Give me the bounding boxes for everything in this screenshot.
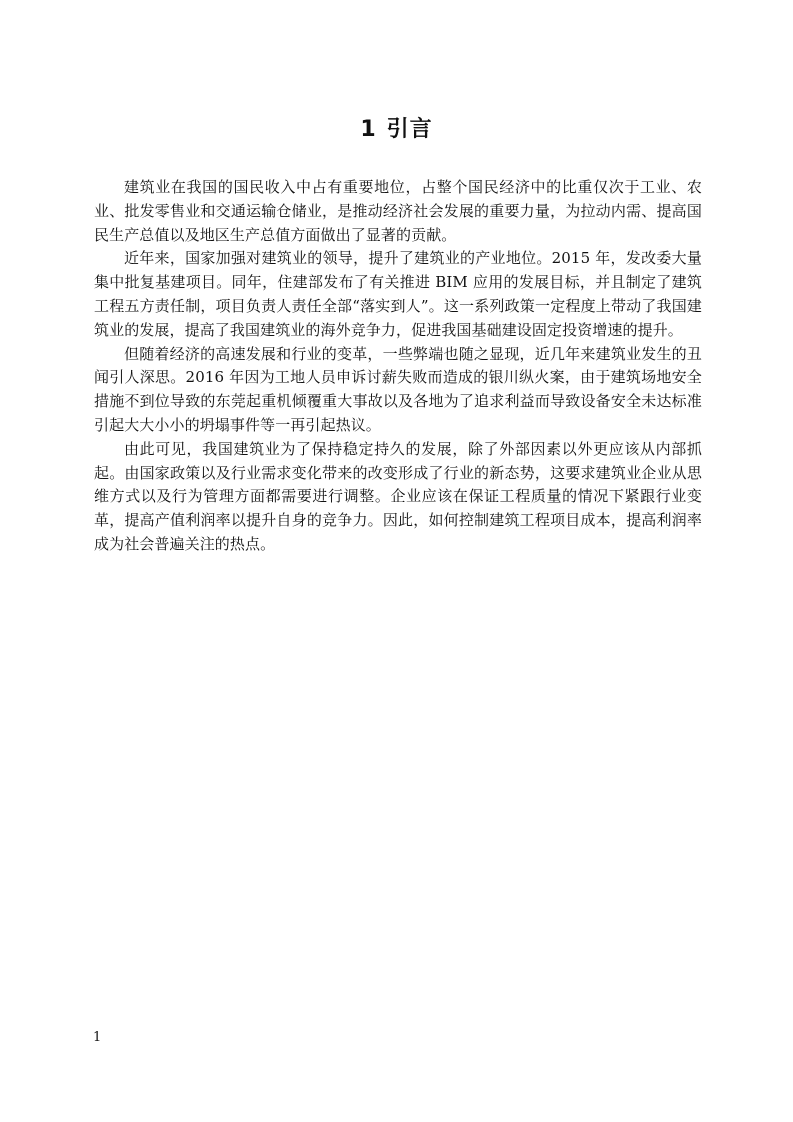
chapter-title	[0, 112, 793, 143]
page-number: 1	[93, 1030, 102, 1045]
chapter-title-text: 引言	[386, 117, 433, 142]
paragraph-1: 建筑业在我国的国民收入中占有重要地位，占整个国民经济中的比重仅次于工业、农业、批发零售业和交通运输仓储业，是推动经济社会发展的重要力量，为拉动内需、提高国民生产总值以及地区生产总值方面做出了显著的贡献。	[94, 178, 702, 244]
paragraph-3: 但随着经济的高速发展和行业的变革，一些弊端也随之显现，近几年来建筑业发生的丑闻引人深思。2016 年因为工地人员申诉讨薪失败而造成的银川纵火案，由于建筑场地安全措施不到位导致的东莞起重机倾覆重大事故以及各地为了追求利益而导致设备安全未达标准引起大大小小的坍塌事件等一再引起热议。	[94, 344, 702, 434]
body-text	[94, 176, 702, 557]
paragraph-2: 近年来，国家加强对建筑业的领导，提升了建筑业的产业地位。2015 年，发改委大量集中批复基建项目。同年，住建部发布了有关推进 BIM 应用的发展目标，并且制定了建筑工程五方责任制，项目负责人责任全部“落实到人”。这一系列政策一定程度上带动了我国建筑业的发展，提高了我国建筑业的海外竞争力，促进我国基础建设固定投资增速的提升。	[94, 249, 702, 339]
paragraph-4: 由此可见，我国建筑业为了保持稳定持久的发展，除了外部因素以外更应该从内部抓起。由国家政策以及行业需求变化带来的改变形成了行业的新态势，这要求建筑业企业从思维方式以及行为管理方面都需要进行调整。企业应该在保证工程质量的情况下紧跟行业变革，提高产值利润率以提升自身的竞争力。因此，如何控制建筑工程项目成本，提高利润率成为社会普遍关注的热点。	[94, 439, 702, 553]
chapter-number: 1	[360, 117, 377, 142]
